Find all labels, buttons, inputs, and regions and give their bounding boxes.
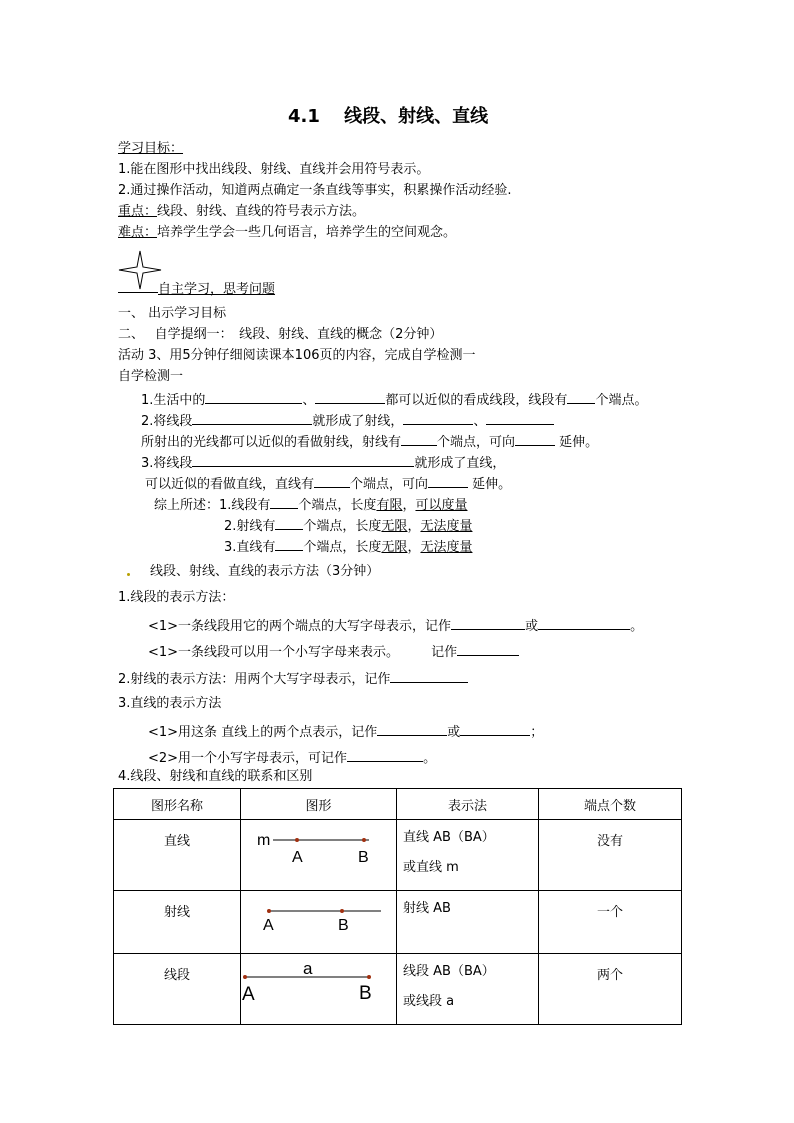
row-segment-notation [397, 954, 539, 1025]
table-row [114, 954, 682, 1025]
seg1-blank-2[interactable] [538, 616, 630, 630]
header-figure: 图形 [241, 789, 397, 820]
seg2-blank[interactable] [457, 642, 519, 656]
table-row [114, 891, 682, 954]
line-label-b: B [358, 849, 369, 866]
activity-three: 活动 3、用5分钟仔细阅读课本106页的内容，完成自学检测一 [118, 348, 476, 363]
q2-cont-c: 延伸。 [555, 435, 599, 450]
summary-1-a: 1.线段有 [219, 498, 271, 513]
q3-blank-2[interactable] [314, 474, 350, 488]
summary-3-blank[interactable] [275, 537, 303, 551]
segment-notation-1 [148, 616, 643, 635]
q1-blank-1[interactable] [205, 390, 302, 404]
line1-blank-2[interactable] [460, 722, 530, 736]
line1-text-a: <1>用这条 直线上的两个点表示，记作 [148, 725, 378, 740]
summary-1-c: 有限 [376, 498, 403, 513]
segment-notation-b: 或线段 a [403, 994, 455, 1009]
difficult-point [118, 225, 456, 241]
summary-1-e: 可以度量 [415, 498, 468, 513]
q3-blank-1[interactable] [192, 453, 414, 467]
difficulty-text: 培养学生学会一些几何语言，培养学生的空间观念。 [157, 225, 457, 240]
line2-text-a: <2>用一个小写字母表示，可记作 [148, 751, 348, 766]
line-figure [241, 820, 397, 882]
segment-label-a: A [242, 984, 255, 1005]
summary-3-c: 无限 [381, 540, 408, 555]
line-label-a: A [292, 849, 303, 866]
question-3 [141, 453, 505, 472]
seg1-blank-1[interactable] [451, 616, 525, 630]
ray-label-a: A [263, 917, 274, 934]
objective-2: 2.通过操作活动，知道两点确定一条直线等事实，积累操作活动经验. [118, 183, 512, 198]
ray-label-b: B [338, 917, 349, 934]
question-2 [141, 411, 554, 430]
row-ray-endpoints: 一个 [539, 891, 682, 954]
key-label: 重点： [118, 204, 158, 219]
q2-blank-1[interactable] [192, 411, 312, 425]
summary-2-a: 2.射线有 [224, 519, 276, 534]
row-line-name: 直线 [114, 820, 241, 891]
q1-text-b: 、 [302, 393, 316, 408]
key-point [118, 204, 365, 220]
ray-blank[interactable] [390, 669, 468, 683]
q2-cont-b: 个端点，可向 [437, 435, 516, 450]
q2-blank-5[interactable] [515, 432, 555, 446]
summary-3 [224, 537, 472, 556]
row-ray-name: 射线 [114, 891, 241, 954]
banner-text: 自主学习，思考问题 [158, 282, 276, 297]
header-name: 图形名称 [114, 789, 241, 820]
summary-1-blank[interactable] [270, 495, 298, 509]
header-endpoints: 端点个数 [539, 789, 682, 820]
line-notation-a: 直线 AB（BA） [403, 830, 495, 845]
comparison-table [113, 788, 682, 1025]
summary-1-d: ， [402, 498, 416, 513]
segment-notation-a: 线段 AB（BA） [403, 964, 495, 979]
line1-blank-1[interactable] [377, 722, 447, 736]
row-ray-figure [241, 891, 397, 954]
segment-notation-title: 1.线段的表示方法： [118, 590, 235, 605]
q2-blank-4[interactable] [401, 432, 437, 446]
difficulty-label: 难点： [118, 225, 158, 240]
line-notation-b: 或直线 m [403, 860, 459, 875]
q1-text-d: 个端点。 [595, 393, 648, 408]
q2-text-c: 、 [473, 414, 487, 429]
summary-1 [154, 495, 467, 514]
seg1-text-c: 。 [630, 619, 644, 634]
header-notation: 表示法 [397, 789, 539, 820]
seg1-text-b: 或 [525, 619, 539, 634]
line2-text-b: 。 [423, 751, 437, 766]
summary-2-blank[interactable] [275, 516, 303, 530]
seg1-text-a: <1>一条线段用它的两个端点的大写字母表示，记作 [148, 619, 452, 634]
row-segment-endpoints: 两个 [539, 954, 682, 1025]
table-row [114, 820, 682, 891]
ray-notation-a: 射线 AB [403, 901, 451, 916]
page-title: 4.1 线段、射线、直线 [288, 106, 489, 127]
line-notation-1 [148, 722, 543, 741]
summary-3-e: 无法度量 [420, 540, 473, 555]
summary-3-b: 个端点，长度 [303, 540, 382, 555]
seg2-text-b: 记作 [431, 645, 458, 660]
ray-notation [118, 669, 468, 688]
summary-2-e: 无法度量 [420, 519, 473, 534]
summary-label: 综上所述： [154, 498, 220, 513]
row-line-figure [241, 820, 397, 891]
objective-1: 1.能在图形中找出线段、射线、直线并会用符号表示。 [118, 162, 430, 177]
ray-figure [241, 891, 397, 953]
seg2-text-a: <1>一条线段可以用一个小写字母来表示。 [148, 645, 400, 660]
summary-2-b: 个端点，长度 [303, 519, 382, 534]
q3-cont-a: 可以近似的看做直线，直线有 [145, 477, 315, 492]
row-segment-name: 线段 [114, 954, 241, 1025]
relation-heading: 4.线段、射线和直线的联系和区别 [118, 769, 313, 784]
q2-cont-a: 所射出的光线都可以近似的看做射线，射线有 [141, 435, 402, 450]
q3-blank-3[interactable] [428, 474, 468, 488]
line-label-m: m [257, 832, 271, 849]
q1-blank-3[interactable] [567, 390, 595, 404]
q1-text-a: 1.生活中的 [141, 393, 206, 408]
objectives-heading: 学习目标： [118, 141, 184, 156]
row-segment-figure [241, 954, 397, 1025]
line-notation-2 [148, 748, 436, 767]
q1-blank-2[interactable] [315, 390, 385, 404]
summary-3-d: ， [407, 540, 421, 555]
banner-blank [118, 279, 158, 293]
line2-blank[interactable] [347, 748, 423, 762]
q2-text-a: 2.将线段 [141, 414, 193, 429]
ray-text: 2.射线的表示方法：用两个大写字母表示，记作 [118, 672, 391, 687]
q2-blank-2[interactable] [403, 411, 473, 425]
row-ray-notation [397, 891, 539, 954]
question-1 [141, 390, 647, 409]
row-line-endpoints: 没有 [539, 820, 682, 891]
q3-text-a: 3.将线段 [141, 456, 193, 471]
summary-2-d: ， [407, 519, 421, 534]
notation-heading: 线段、射线、直线的表示方法（3分钟） [150, 564, 380, 579]
q3-cont-b: 个端点，可向 [350, 477, 429, 492]
summary-2-c: 无限 [381, 519, 408, 534]
line-notation-title: 3.直线的表示方法 [118, 696, 222, 711]
question-3-cont [145, 474, 511, 493]
segment-figure [241, 954, 397, 1014]
q2-blank-3[interactable] [486, 411, 554, 425]
step-one: 一、 出示学习目标 [118, 306, 227, 321]
summary-2 [224, 516, 472, 535]
self-study-banner [118, 279, 275, 298]
segment-label-small: a [303, 959, 313, 978]
q3-text-b: 就形成了直线， [414, 456, 506, 471]
summary-1-b: 个端点，长度 [298, 498, 377, 513]
self-check-heading: 自学检测一 [118, 369, 184, 384]
segment-label-b: B [359, 983, 372, 1004]
line1-text-c: ； [530, 725, 544, 740]
row-line-notation [397, 820, 539, 891]
line1-text-b: 或 [447, 725, 461, 740]
key-text: 线段、射线、直线的符号表示方法。 [157, 204, 366, 219]
q2-text-b: 就形成了射线， [312, 414, 404, 429]
step-two: 二、 自学提纲一： 线段、射线、直线的概念（2分钟） [118, 327, 443, 342]
segment-notation-2 [148, 642, 519, 661]
summary-3-a: 3.直线有 [224, 540, 276, 555]
bullet-dot [127, 573, 130, 576]
question-2-cont [141, 432, 598, 451]
q1-text-c: 都可以近似的看成线段，线段有 [385, 393, 568, 408]
table-header-row [114, 789, 682, 820]
q3-cont-c: 延伸。 [468, 477, 512, 492]
